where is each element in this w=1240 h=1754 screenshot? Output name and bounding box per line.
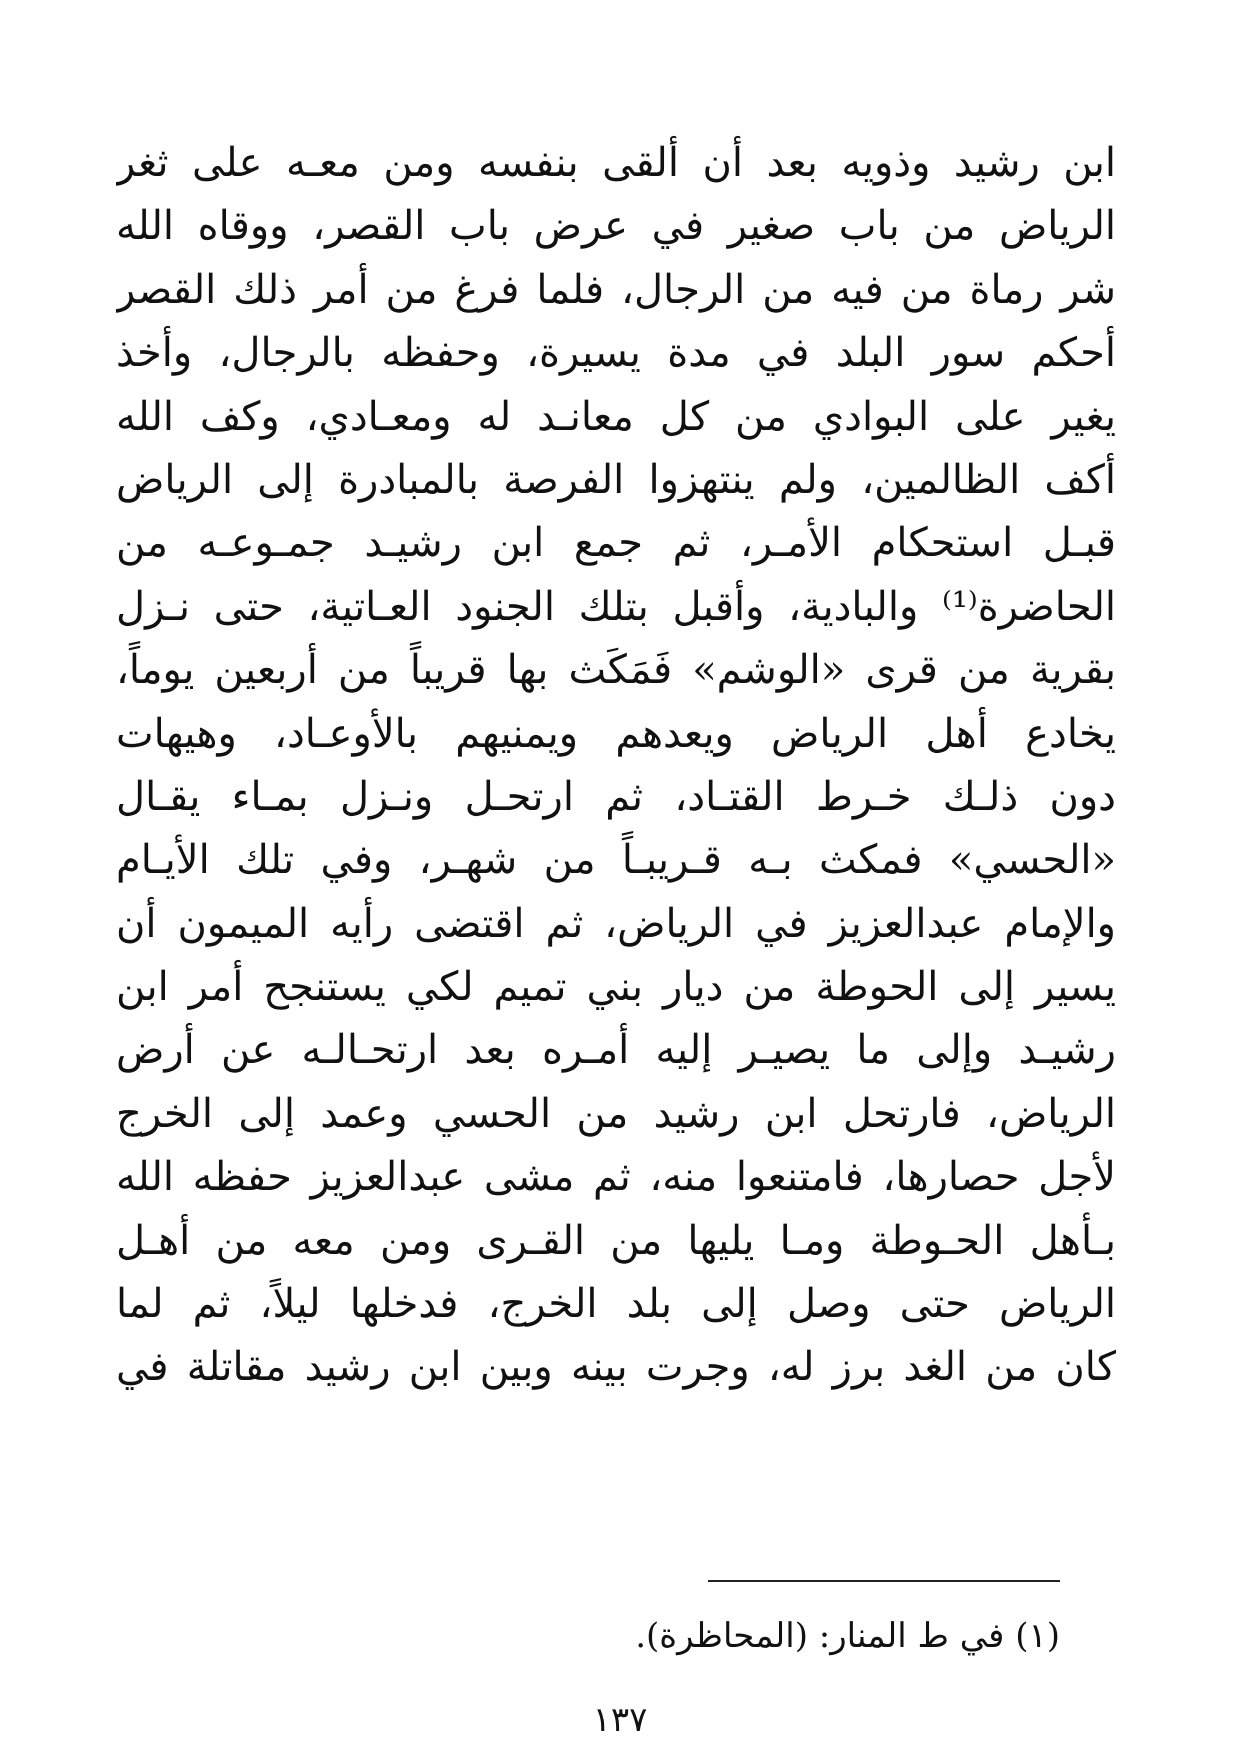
footnote-divider (708, 1580, 1060, 1582)
text-line: قبـل استحكام الأمـر، ثم جمع ابن رشيـد جمـوعـه من (116, 520, 1116, 567)
text-line: أكف الظالمين، ولم ينتهزوا الفرصة بالمبادرة إلى الرياض (116, 456, 1116, 503)
text-line: الرياض حتى وصل إلى بلد الخرج، فدخلها ليلاً، ثم لما (116, 1281, 1116, 1328)
text-line: الرياض من باب صغير في عرض باب القصر، ووقاه الله (116, 203, 1116, 250)
text-line: يغير على البوادي من كل معانـد له ومعـادي، وكف الله (116, 393, 1116, 440)
text-line: كان من الغد برز له، وجرت بينه وبين ابن رشيد مقاتلة في (116, 1344, 1116, 1391)
text-line: «الحسي» فمكث بـه قـريبـاً من شهـر، وفي تلك الأيـام (116, 837, 1116, 884)
text-line: والإمام عبدالعزيز في الرياض، ثم اقتضى رأيه الميمون أن (116, 900, 1116, 947)
footnote: (١) في ط المنار: (المحاظرة). (635, 1616, 1060, 1656)
text-line: يسير إلى الحوطة من ديار بني تميم لكي يستنجح أمر ابن (116, 964, 1116, 1011)
text-line: دون ذلـك خـرط القتـاد، ثم ارتحـل ونـزل بمـاء يقـال (116, 773, 1116, 820)
text-line: الرياض، فارتحل ابن رشيد من الحسي وعمد إلى الخرج (116, 1090, 1116, 1137)
page-number: ١٣٧ (592, 1700, 648, 1740)
text-line: شر رماة من فيه من الرجال، فلما فرغ من أمر ذلك القصر (116, 266, 1116, 313)
body-text (116, 132, 1116, 1400)
text-line: الحاضرة⁽¹⁾ والبادية، وأقبل بتلك الجنود العـاتية، حتى نـزل (116, 583, 1116, 630)
text-line: لأجل حصارها، فامتنعوا منه، ثم مشى عبدالعزيز حفظه الله (116, 1154, 1116, 1201)
text-line: أحكم سور البلد في مدة يسيرة، وحفظه بالرجال، وأخذ (116, 330, 1116, 377)
text-line: رشيـد وإلى ما يصيـر إليه أمـره بعد ارتحـالـه عن أرض (116, 1027, 1116, 1074)
text-line: بقرية من قرى «الوشم» فَمَكَث بها قريباً من أربعين يوماً، (116, 647, 1116, 694)
text-line: ابن رشيد وذويه بعد أن ألقى بنفسه ومن معـه على ثغر (116, 140, 1116, 186)
text-line: بـأهل الحـوطة ومـا يليها من القـرى ومن معه من أهـل (116, 1217, 1116, 1264)
text-line: يخادع أهل الرياض ويعدهم ويمنيهم بالأوعـاد، وهيهات (116, 710, 1116, 757)
